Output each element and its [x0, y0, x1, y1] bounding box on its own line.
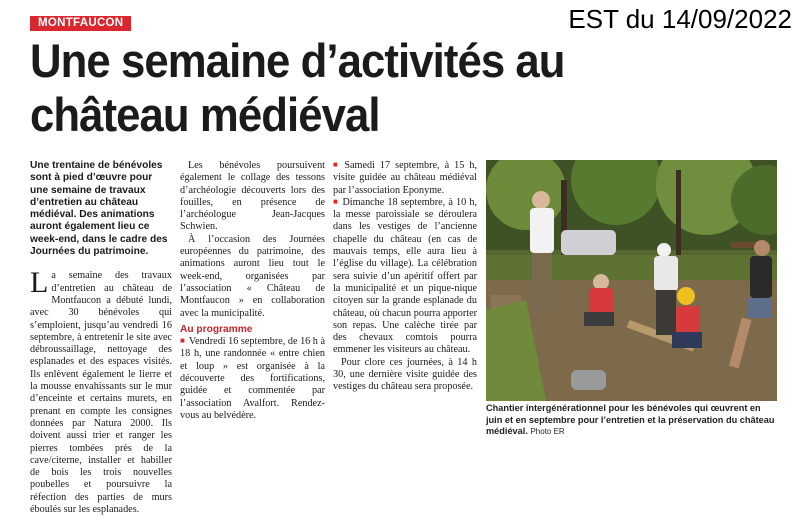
section-rubric: MONTFAUCON [30, 16, 131, 31]
photo-credit: Photo ER [530, 427, 565, 437]
intro-text: a semaine des travaux d’entretien au château de Montfaucon a débuté lundi, avec 30 bénévoles qui s’emploient, jusqu’au vendredi 16 septembre, à entretenir le site avec débroussaillage, nettoyage des esplanades et des espaces visités. Ils enlèvent également le lierre et la mousse envahissants sur le mur d’enceinte et certains murets, en prenant en compte les consignes données par Natura 2000. Ils doivent aussi trier et ranger les pierres tombées près de la cave/citerne, installer et habiller de bois les trois nouvelles poubelles et poursuivre la réfection des parties de murs éboulés sur les esplanades. [30, 270, 172, 516]
program-item-saturday [333, 160, 477, 197]
program-item-friday-text: Vendredi 16 septembre, de 16 h à 18 h, une randonnée « entre chien et loup » est organisée à la découverte des fortifications, guidée et commentée par l’association Avalfort. Rendez-vous au belvédère. [180, 336, 325, 421]
paragraph-archaeology: Les bénévoles poursuivent également le collage des tessons d’archéologie découverts lors des fouilles, en présence de l’archéologue Jean-Jacques Schwien. [180, 160, 325, 233]
drop-cap: L [30, 266, 49, 300]
program-heading: Au programme [180, 323, 253, 335]
volunteers-photo [486, 160, 777, 401]
paragraph-heritage-days: À l’occasion des Journées européennes du patrimoine, des animations auront lieu tout le week-end, organisées par l’association « Château de Montfaucon » en collaboration avec la municipalité. [180, 233, 325, 319]
bullet-icon: ■ [180, 336, 185, 346]
photo-caption-text: Chantier intergénérationnel pour les bénévoles qui œuvrent en juin et en septembre pour l’entretien et la préservation du château médiéval. [486, 403, 775, 437]
article-column-2 [180, 160, 325, 422]
program-item-sunday-text: Dimanche 18 septembre, à 10 h, la messe paroissiale se déroulera dans les vestiges de l’ancienne chapelle du château (en cas de mauvais temps, elle aura lieu à l’église du village). La célébration sera suivie d’un apéritif offert par la municipalité et un pique-nique citoyen sur la grande esplanade du château, où chacun pourra apporter son repas. Une calèche tirée par des chevaux comtois pourra emmener les visiteurs au château. [333, 196, 477, 356]
program-item-friday [180, 336, 325, 422]
closing-paragraph: Pour clore ces journées, à 14 h 30, une dernière visite guidée des vestiges du château sera proposée. [333, 356, 477, 393]
source-label: EST du 14/09/2022 [568, 4, 792, 34]
intro-paragraph [30, 266, 172, 516]
article-column-1 [30, 160, 172, 516]
bullet-icon: ■ [333, 196, 339, 206]
program-item-saturday-text: Samedi 17 septembre, à 15 h, visite guidée au château médiéval par l’association Eponyme. [333, 160, 477, 196]
article-column-3 [333, 160, 477, 394]
photo-caption [486, 403, 778, 438]
bullet-icon: ■ [333, 160, 341, 169]
lead-paragraph: Une trentaine de bénévoles sont à pied d’œuvre pour une semaine de travaux d’entretien au château médiéval. Des animations auront également lieu ce week-end, dans le cadre des Journées du patrimoine. [30, 160, 168, 258]
program-item-sunday [333, 197, 477, 357]
headline: Une semaine d’activités au château médiéval [30, 34, 565, 141]
